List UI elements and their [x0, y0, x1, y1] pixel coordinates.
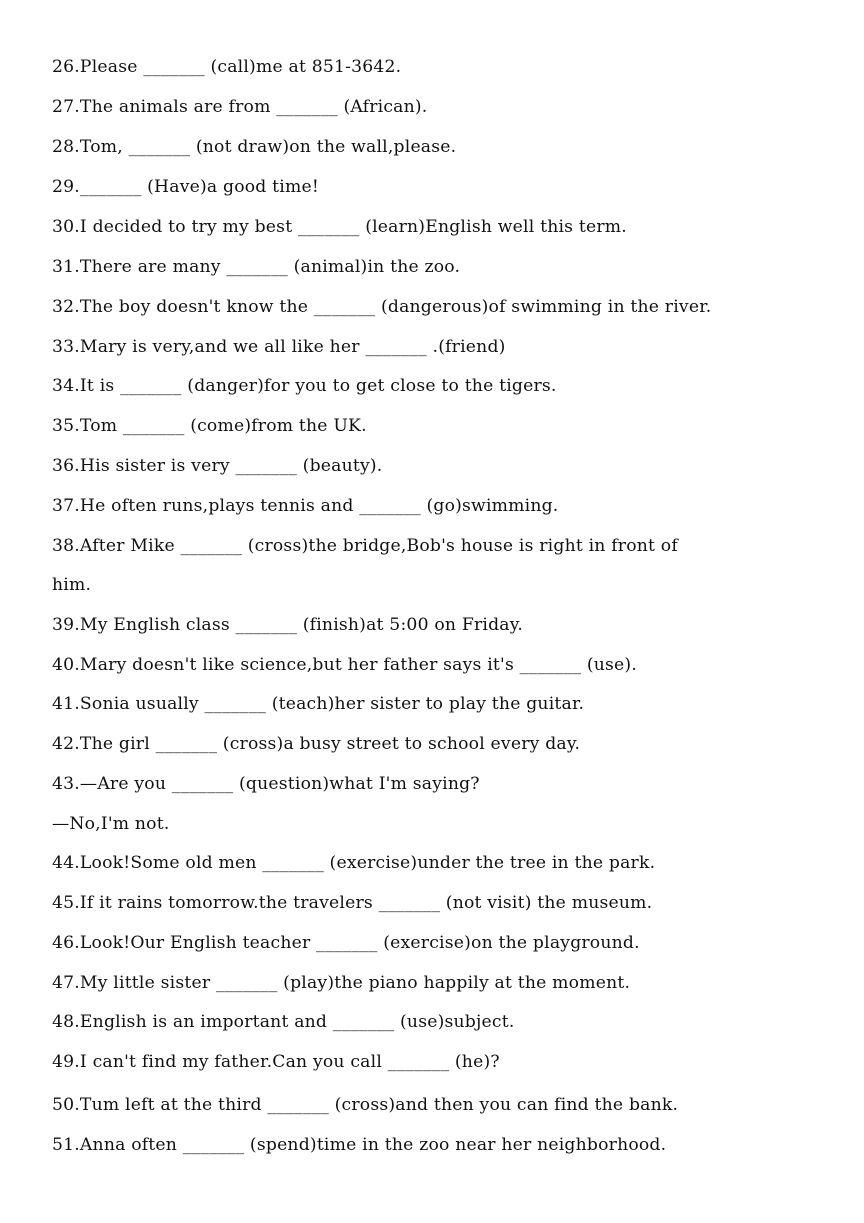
exercise-item-28: 28.Tom, _______ (not draw)on the wall,please.: [52, 137, 457, 157]
exercise-item-29: 29._______ (Have)a good time!: [52, 177, 319, 197]
exercise-item-42: 42.The girl _______ (cross)a busy street to school every day.: [52, 734, 581, 754]
exercise-item-43-reply: —No,I'm not.: [52, 814, 170, 834]
exercise-item-31: 31.There are many _______ (animal)in the zoo.: [52, 257, 461, 277]
exercise-item-44: 44.Look!Some old men _______ (exercise)under the tree in the park.: [52, 853, 656, 873]
exercise-item-33: 33.Mary is very,and we all like her _______ .(friend): [52, 337, 506, 357]
exercise-item-50: 50.Tum left at the third _______ (cross)and then you can find the bank.: [52, 1095, 679, 1115]
exercise-item-45: 45.If it rains tomorrow.the travelers _______ (not visit) the museum.: [52, 893, 653, 913]
exercise-item-48: 48.English is an important and _______ (use)subject.: [52, 1012, 515, 1032]
exercise-item-32: 32.The boy doesn't know the _______ (dangerous)of swimming in the river.: [52, 297, 712, 317]
exercise-item-27: 27.The animals are from _______ (African).: [52, 97, 428, 117]
exercise-item-37: 37.He often runs,plays tennis and _______ (go)swimming.: [52, 496, 559, 516]
exercise-item-40: 40.Mary doesn't like science,but her father says it's _______ (use).: [52, 655, 637, 675]
exercise-item-35: 35.Tom _______ (come)from the UK.: [52, 416, 367, 436]
exercise-item-36: 36.His sister is very _______ (beauty).: [52, 456, 383, 476]
exercise-item-38-continued: him.: [52, 575, 92, 595]
exercise-item-26: 26.Please _______ (call)me at 851-3642.: [52, 57, 402, 77]
exercise-item-47: 47.My little sister _______ (play)the piano happily at the moment.: [52, 973, 631, 993]
exercise-item-30: 30.I decided to try my best _______ (learn)English well this term.: [52, 217, 627, 237]
exercise-item-34: 34.It is _______ (danger)for you to get close to the tigers.: [52, 376, 557, 396]
exercise-item-49: 49.I can't find my father.Can you call _______ (he)?: [52, 1052, 500, 1072]
exercise-item-51: 51.Anna often _______ (spend)time in the zoo near her neighborhood.: [52, 1135, 667, 1155]
exercise-item-38: 38.After Mike _______ (cross)the bridge,Bob's house is right in front of: [52, 536, 678, 556]
exercise-item-39: 39.My English class _______ (finish)at 5:00 on Friday.: [52, 615, 524, 635]
exercise-item-46: 46.Look!Our English teacher _______ (exercise)on the playground.: [52, 933, 640, 953]
exercise-item-41: 41.Sonia usually _______ (teach)her sister to play the guitar.: [52, 694, 585, 714]
exercise-item-43: 43.—Are you _______ (question)what I'm saying?: [52, 774, 480, 794]
